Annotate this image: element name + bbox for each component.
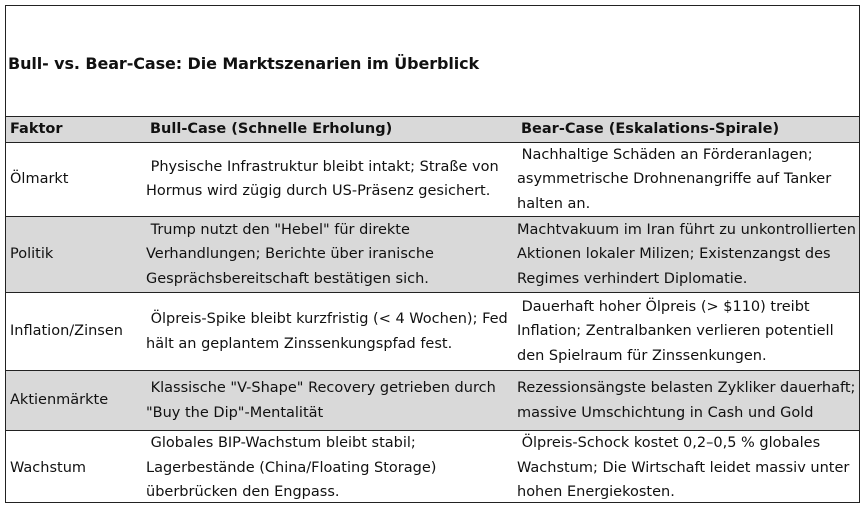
bull-text: Physische Infrastruktur bleibt intakt; Straße von Hormus wird zügig durch US-Präsenz gesichert. [146,158,504,200]
bear-cell [515,371,859,431]
factor-cell: Aktienmärkte [10,392,109,409]
header-bull-case: Bull-Case (Schnelle Erholung) [144,117,515,142]
page-title: Bull- vs. Bear-Case: Die Marktszenarien im Überblick [8,54,480,73]
bear-cell [515,431,859,505]
bear-text: Dauerhaft hoher Ölpreis (> $110) treibt Inflation; Zentralbanken verlieren potentiell den Spielraum für Zinssenkungen. [517,298,839,364]
header-bear-case: Bear-Case (Eskalations-Spirale) [515,117,859,142]
bull-cell [144,293,515,371]
bear-text: Rezessionsängste belasten Zykliker dauerhaft; massive Umschichtung in Cash und Gold [517,380,861,421]
scenario-table [6,117,859,505]
bull-text: Trump nutzt den "Hebel" für direkte Verhandlungen; Berichte über iranische Gesprächsbereitschaft bestätigen sich. [146,221,439,287]
factor-cell: Ölmarkt [10,171,69,187]
bull-cell [144,142,515,217]
bull-text: Globales BIP-Wachstum bleibt stabil; Lagerbestände (China/Floating Storage) überbrücken den Engpass. [146,435,442,500]
title-row [6,6,859,117]
table-row-aktienmaerkte [6,371,859,431]
table-header-row [6,117,859,142]
bear-cell [515,217,859,293]
factor-cell: Inflation/Zinsen [10,323,123,340]
bear-text: Nachhaltige Schäden an Förderanlagen; asymmetrische Drohnenangriffe auf Tanker halten an. [517,146,836,212]
factor-cell: Politik [10,246,54,263]
table-row-politik [6,217,859,293]
table-row-inflation [6,293,859,371]
bull-cell [144,371,515,431]
bear-text: Ölpreis-Schock kostet 0,2–0,5 % globales Wachstum; Die Wirtschaft leidet massiv unter hohen Energiekosten. [517,435,854,500]
table-row-oelmarkt [6,142,859,217]
bear-cell [515,142,859,217]
bull-cell [144,431,515,505]
bull-text: Ölpreis-Spike bleibt kurzfristig (< 4 Wochen); Fed hält an geplantem Zinssenkungspfad fest. [146,311,513,352]
bull-text: Klassische "V-Shape" Recovery getrieben durch "Buy the Dip"-Mentalität [146,380,501,421]
bear-cell [515,293,859,371]
bull-cell [144,217,515,293]
bear-text: Machtvakuum im Iran führt zu unkontrollierten Aktionen lokaler Milizen; Existenzangst des Regimes verhindert Diplomatie. [517,221,861,287]
header-factor: Faktor [6,117,144,142]
table-row-wachstum [6,431,859,505]
scenario-sheet [5,5,860,503]
factor-cell: Wachstum [10,459,87,476]
